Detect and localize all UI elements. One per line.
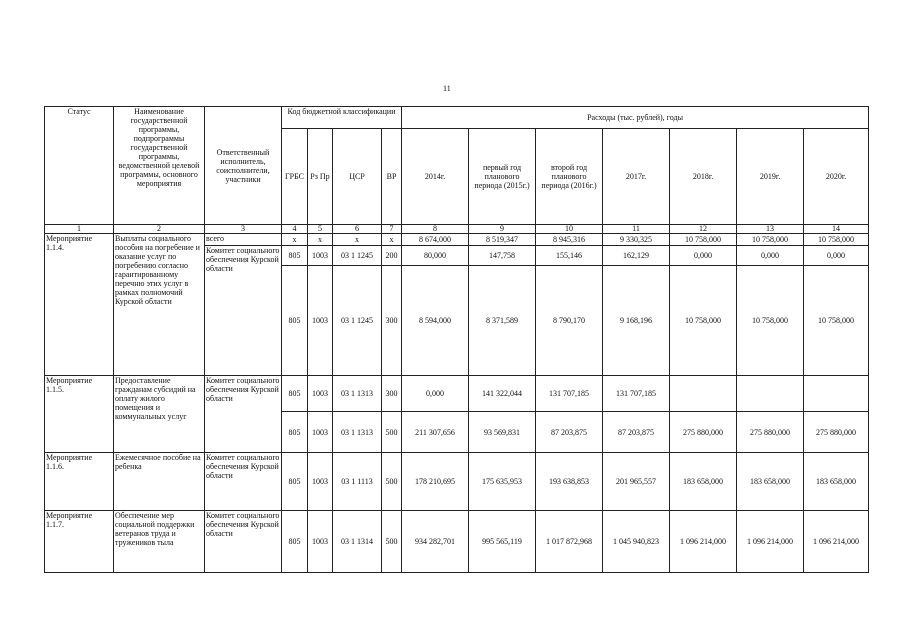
column-number: 7: [382, 225, 402, 234]
header-year: 2020г.: [804, 129, 869, 225]
rzpr-cell: 1003: [308, 376, 333, 412]
value-cell: 275 880,000: [737, 412, 804, 453]
value-cell: [670, 376, 737, 412]
value-cell: 131 707,185: [603, 376, 670, 412]
grbs-cell: х: [282, 234, 308, 246]
value-cell: 10 758,000: [804, 234, 869, 246]
value-cell: 1 096 214,000: [804, 511, 869, 573]
value-cell: 80,000: [402, 246, 469, 266]
value-cell: 275 880,000: [670, 412, 737, 453]
value-cell: 10 758,000: [737, 266, 804, 376]
value-cell: 8 945,316: [536, 234, 603, 246]
vr-cell: 500: [382, 453, 402, 511]
value-cell: 8 519,347: [469, 234, 536, 246]
value-cell: 275 880,000: [804, 412, 869, 453]
value-cell: 162,129: [603, 246, 670, 266]
value-cell: 147,758: [469, 246, 536, 266]
column-number: 1: [45, 225, 114, 234]
value-cell: 995 565,119: [469, 511, 536, 573]
value-cell: 934 282,701: [402, 511, 469, 573]
column-number: 8: [402, 225, 469, 234]
rzpr-cell: 1003: [308, 412, 333, 453]
header-year: 2014г.: [402, 129, 469, 225]
value-cell: 183 658,000: [804, 453, 869, 511]
value-cell: 0,000: [804, 246, 869, 266]
grbs-cell: 805: [282, 266, 308, 376]
column-number: 3: [205, 225, 282, 234]
value-cell: 93 569,831: [469, 412, 536, 453]
value-cell: 10 758,000: [737, 234, 804, 246]
value-cell: 87 203,875: [603, 412, 670, 453]
column-number: 4: [282, 225, 308, 234]
executor-cell: Комитет социального обеспечения Курской области: [205, 246, 282, 376]
column-number: 10: [536, 225, 603, 234]
column-number: 12: [670, 225, 737, 234]
header-rzpr: Рз Пр: [308, 129, 333, 225]
column-number: 14: [804, 225, 869, 234]
table-row: [45, 376, 869, 412]
value-cell: 193 638,853: [536, 453, 603, 511]
value-cell: 183 658,000: [670, 453, 737, 511]
grbs-cell: 805: [282, 511, 308, 573]
vr-cell: 300: [382, 376, 402, 412]
header-year: второй год планового периода (2016г.): [536, 129, 603, 225]
status-cell: Мероприятие 1.1.5.: [45, 376, 114, 453]
table-row: [45, 511, 869, 573]
rzpr-cell: 1003: [308, 246, 333, 266]
csr-cell: 03 1 1314: [333, 511, 382, 573]
value-cell: 183 658,000: [737, 453, 804, 511]
table-row: [45, 453, 869, 511]
name-cell: Выплаты социального пособия на погребение и оказание услуг по погребению согласно гарантированному перечню этих услуг в рамках полномочий Курской области: [114, 234, 205, 376]
executor-cell: Комитет социального обеспечения Курской области: [205, 511, 282, 573]
value-cell: [804, 376, 869, 412]
value-cell: 87 203,875: [536, 412, 603, 453]
csr-cell: 03 1 1245: [333, 266, 382, 376]
value-cell: 1 045 940,823: [603, 511, 670, 573]
value-cell: 0,000: [402, 376, 469, 412]
csr-cell: 03 1 1113: [333, 453, 382, 511]
value-cell: 8 674,000: [402, 234, 469, 246]
header-budget-code: Код бюджетной классификации: [282, 107, 402, 129]
value-cell: 211 307,656: [402, 412, 469, 453]
column-number: 6: [333, 225, 382, 234]
status-cell: Мероприятие 1.1.7.: [45, 511, 114, 573]
grbs-cell: 805: [282, 412, 308, 453]
vr-cell: 500: [382, 412, 402, 453]
vr-cell: х: [382, 234, 402, 246]
value-cell: 10 758,000: [670, 234, 737, 246]
csr-cell: 03 1 1245: [333, 246, 382, 266]
value-cell: 175 635,953: [469, 453, 536, 511]
value-cell: 155,146: [536, 246, 603, 266]
vr-cell: 300: [382, 266, 402, 376]
value-cell: 10 758,000: [804, 266, 869, 376]
rzpr-cell: 1003: [308, 266, 333, 376]
column-number: 2: [114, 225, 205, 234]
executor-cell: всего: [205, 234, 282, 246]
column-number: 9: [469, 225, 536, 234]
value-cell: 8 594,000: [402, 266, 469, 376]
header-grbs: ГРБС: [282, 129, 308, 225]
header-year: первый год планового периода (2015г.): [469, 129, 536, 225]
header-name: Наименование государственной программы, подпрограммы государственной программы, ведомственной целевой программы, основного мероприятия: [114, 107, 205, 225]
column-number: 11: [603, 225, 670, 234]
status-cell: Мероприятие 1.1.4.: [45, 234, 114, 376]
name-cell: Ежемесячное пособие на ребенка: [114, 453, 205, 511]
budget-table: [44, 106, 869, 573]
header-status: Статус: [45, 107, 114, 225]
header-year: 2019г.: [737, 129, 804, 225]
executor-cell: Комитет социального обеспечения Курской области: [205, 453, 282, 511]
name-cell: Предоставление гражданам субсидий на оплату жилого помещения и коммунальных услуг: [114, 376, 205, 453]
header-vr: ВР: [382, 129, 402, 225]
header-csr: ЦСР: [333, 129, 382, 225]
page-number: 11: [443, 84, 451, 93]
column-number: 13: [737, 225, 804, 234]
value-cell: 1 017 872,968: [536, 511, 603, 573]
value-cell: 201 965,557: [603, 453, 670, 511]
grbs-cell: 805: [282, 246, 308, 266]
status-cell: Мероприятие 1.1.6.: [45, 453, 114, 511]
header-expenses: Расходы (тыс. рублей), годы: [402, 107, 869, 129]
value-cell: 10 758,000: [670, 266, 737, 376]
table-row: [45, 234, 869, 246]
grbs-cell: 805: [282, 376, 308, 412]
csr-cell: х: [333, 234, 382, 246]
header-row: [45, 107, 869, 129]
value-cell: 9 168,196: [603, 266, 670, 376]
value-cell: [737, 376, 804, 412]
value-cell: 8 371,589: [469, 266, 536, 376]
csr-cell: 03 1 1313: [333, 376, 382, 412]
column-number: 5: [308, 225, 333, 234]
value-cell: 9 330,325: [603, 234, 670, 246]
value-cell: 0,000: [737, 246, 804, 266]
vr-cell: 500: [382, 511, 402, 573]
csr-cell: 03 1 1313: [333, 412, 382, 453]
value-cell: 1 096 214,000: [670, 511, 737, 573]
value-cell: 141 322,044: [469, 376, 536, 412]
rzpr-cell: х: [308, 234, 333, 246]
executor-cell: Комитет социального обеспечения Курской области: [205, 376, 282, 453]
header-executor: Ответственный исполнитель, соисполнители, участники: [205, 107, 282, 225]
value-cell: 1 096 214,000: [737, 511, 804, 573]
name-cell: Обеспечение мер социальной поддержки ветеранов труда и тружеников тыла: [114, 511, 205, 573]
column-number-row: [45, 225, 869, 234]
value-cell: 8 790,170: [536, 266, 603, 376]
rzpr-cell: 1003: [308, 453, 333, 511]
header-year: 2018г.: [670, 129, 737, 225]
value-cell: 178 210,695: [402, 453, 469, 511]
rzpr-cell: 1003: [308, 511, 333, 573]
value-cell: 0,000: [670, 246, 737, 266]
grbs-cell: 805: [282, 453, 308, 511]
vr-cell: 200: [382, 246, 402, 266]
value-cell: 131 707,185: [536, 376, 603, 412]
header-year: 2017г.: [603, 129, 670, 225]
